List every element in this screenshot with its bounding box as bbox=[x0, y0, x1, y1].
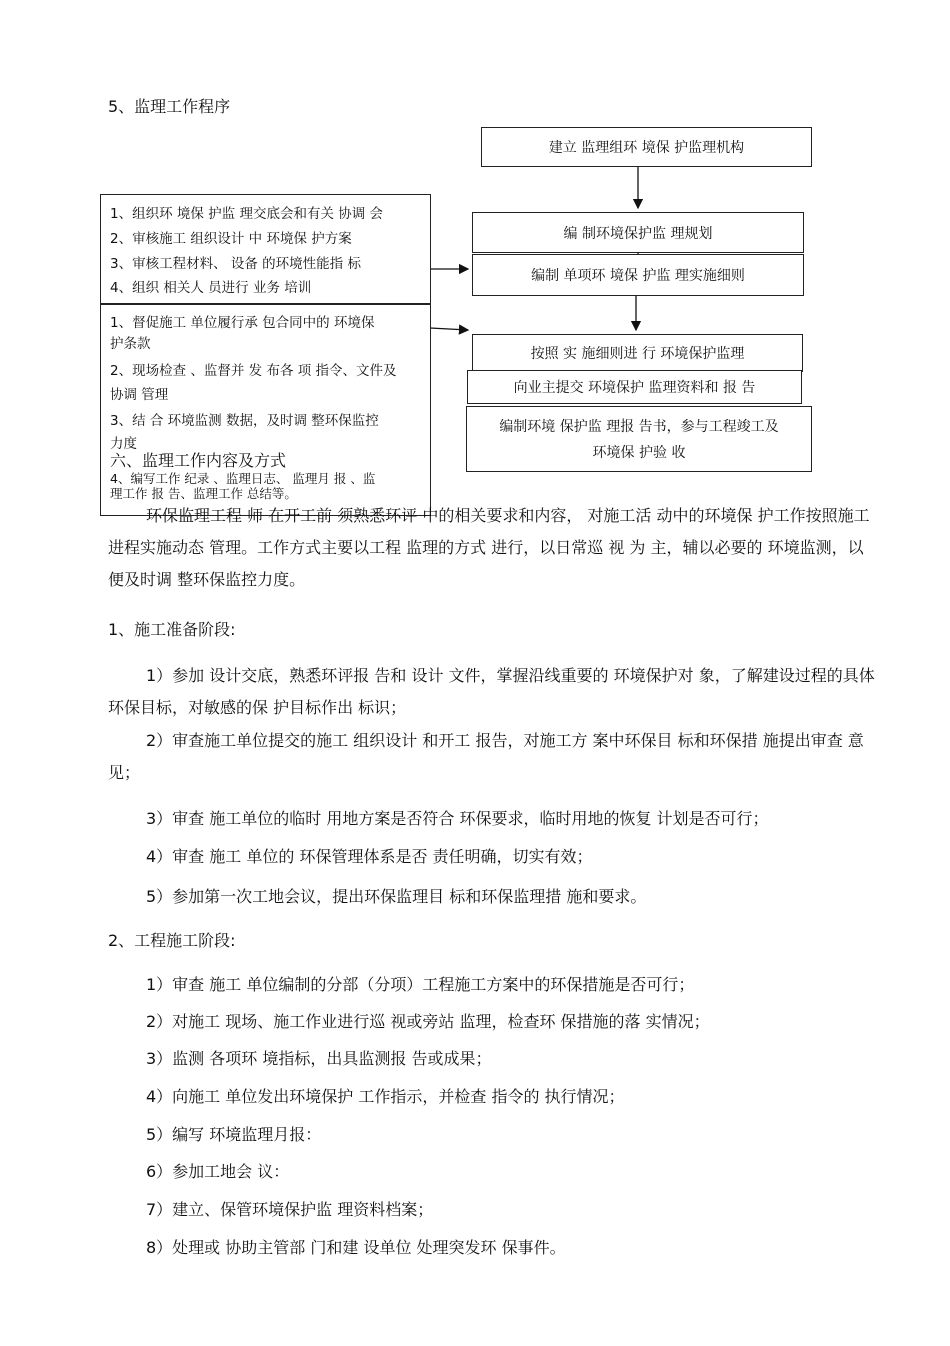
flow-box-submit-label: 向业主提交 环境保护 监理资料和 报 告 bbox=[513, 380, 756, 396]
flow-box-execute bbox=[472, 334, 803, 372]
flow-box-execute-label: 按照 实 施细则进 行 环境保护监理 bbox=[530, 346, 745, 362]
left-bottom-line-5: 3、结 合 环境监测 数据，及时调 整环保监控 bbox=[110, 413, 379, 429]
left-bottom-line-3: 2、现场检查 、监督并 发 布各 项 指令、文件及 bbox=[110, 363, 397, 379]
left-top-line-1: 1、组织环 境保 护监 理交底会和有关 协调 会 bbox=[110, 206, 384, 222]
stage2-item-6: 6）参加工地会 议： bbox=[146, 1162, 290, 1181]
intro-paragraph: 环保监理工程 师 在开工前 须熟悉环评 中的相关要求和内容， 对施工活 动中的环境保 护工作按照施工 进程实施动态 管理。工作方式主要以工程 监理的方式 进行，以日常巡 视 为 主，辅以必要的 环境监测，以便及时调 整环保监控力度。 bbox=[108, 506, 870, 589]
flow-box-report-line2: 环境保 护验 收 bbox=[592, 445, 686, 461]
stage2-item-2: 2）对施工 现场、施工作业进行巡 视或旁站 监理，检查环 保措施的落 实情况； bbox=[146, 1012, 710, 1031]
flow-box-details-label: 编制 单项环 境保 护监 理实施细则 bbox=[531, 268, 745, 284]
left-bottom-line-6: 力度 bbox=[110, 436, 137, 452]
stage1-item-1: 1）参加 设计交底，熟悉环评报 告和 设计 文件，掌握沿线重要的 环境保护对 象，了解建设过程的具体 环保目标，对敏感的保 护目标作出 标识； bbox=[108, 666, 875, 717]
stage2-title: 2、工程施工阶段: bbox=[108, 931, 236, 950]
flow-box-submit bbox=[467, 370, 802, 404]
left-top-line-3: 3、审核工程材料、 设备 的环境性能指 标 bbox=[110, 256, 361, 272]
stage2-item-1: 1）审查 施工 单位编制的分部（分项）工程施工方案中的环保措施是否可行； bbox=[146, 975, 695, 994]
left-top-line-2: 2、审核施工 组织设计 中 环境保 护方案 bbox=[110, 231, 352, 247]
left-bottom-line-1: 1、督促施工 单位履行承 包合同中的 环境保 bbox=[110, 315, 375, 331]
stage1-item-3: 3）审查 施工单位的临时 用地方案是否符合 环保要求，临时用地的恢复 计划是否可行； bbox=[146, 809, 769, 828]
section-heading: 5、监理工作程序 bbox=[108, 97, 231, 116]
stage1-item-2: 2）审查施工单位提交的施工 组织设计 和开工 报告，对施工方 案中环保目 标和环保措 施提出审查 意见； bbox=[108, 731, 864, 782]
left-bottom-line-4: 协调 管理 bbox=[110, 387, 169, 403]
left-bottom-line-9: 理工作 报 告、监理工作 总结等。 bbox=[110, 486, 297, 501]
stage1-item-5: 5）参加第一次工地会议，提出环保监理目 标和环保监理措 施和要求。 bbox=[146, 887, 647, 906]
stage2-item-3: 3）监测 各项环 境指标，出具监测报 告或成果； bbox=[146, 1049, 492, 1068]
left-bottom-line-2: 护条款 bbox=[110, 336, 151, 352]
stage2-item-5: 5）编写 环境监理月报： bbox=[146, 1125, 322, 1144]
stage1-title: 1、施工准备阶段: bbox=[108, 620, 236, 639]
flow-box-establish bbox=[481, 127, 812, 167]
stage2-item-8: 8）处理或 协助主管部 门和建 设单位 处理突发环 保事件。 bbox=[146, 1238, 566, 1257]
flow-box-establish-label: 建立 监理组环 境保 护监理机构 bbox=[548, 140, 745, 156]
stage1-item-4: 4）审查 施工 单位的 环保管理体系是否 责任明确，切实有效； bbox=[146, 847, 593, 866]
stage2-item-4: 4）向施工 单位发出环境保护 工作指示，并检查 指令的 执行情况； bbox=[146, 1087, 625, 1106]
flow-box-plan bbox=[472, 212, 804, 253]
heading-six: 六、监理工作内容及方式 bbox=[110, 451, 287, 470]
flow-box-details bbox=[472, 254, 804, 296]
stage2-item-7: 7）建立、保管环境保护监 理资料档案； bbox=[146, 1200, 434, 1219]
flow-box-report-line1: 编制环境 保护监 理报 告书，参与工程竣工及 bbox=[499, 419, 779, 435]
left-top-line-4: 4、组织 相关人 员进行 业务 培训 bbox=[110, 280, 312, 296]
flow-box-report bbox=[466, 406, 812, 472]
left-bottom-line-8: 4、编写工作 纪录 、监理日志、 监理月 报 、监 bbox=[110, 471, 376, 486]
flow-box-plan-label: 编 制环境保护监 理规划 bbox=[563, 225, 713, 242]
arrow-left-bottom bbox=[430, 328, 468, 330]
